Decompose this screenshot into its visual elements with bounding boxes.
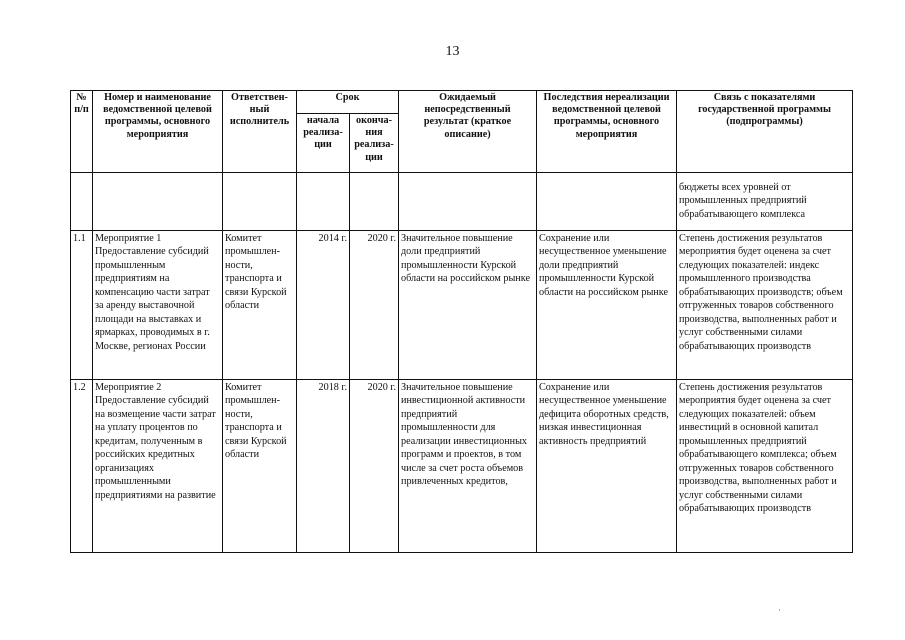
page-number: 13 [445, 44, 460, 59]
row-responsible: Комитет промышлен-ности, транспорта и связи Курской области [223, 380, 297, 553]
continuation-link: бюджеты всех уровней от промышленных предприятий обрабатывающего комплекса [677, 173, 853, 231]
header-end: оконча-ния реализа-ции [350, 114, 399, 173]
row-consequences: Сохранение или несущественное уменьшение доли предприятий промышленности Курской области на российском рынке [537, 231, 677, 380]
header-responsible: Ответствен-ный исполнитель [223, 91, 297, 173]
row-consequences: Сохранение или несущественное уменьшение дефицита оборотных средств, низкая инвестиционная активность предприятий [537, 380, 677, 553]
row-name: Мероприятие 2 Предоставление субсидий на возмещение части затрат на уплату процентов по кредитам, полученным в российских кредитных организациях промышленными предприятиями на развитие [93, 380, 223, 553]
header-consequences: Последствия нереализации ведомственной целевой программы, основного мероприятия [537, 91, 677, 173]
scan-speck: · [778, 605, 781, 615]
row-start: 2014 г. [297, 231, 350, 380]
row-link: Степень достижения результатов мероприятия будет оценена за счет следующих показателей: объем инвестиций в основной капитал промышленных предприятий обрабатывающего комплекса; объем отгруженных товаров собственного производства, выполненных работ и услуг собственными силами обрабатывающих производств [677, 380, 853, 553]
header-name: Номер и наименование ведомственной целевой программы, основного мероприятия [93, 91, 223, 173]
row-num: 1.2 [71, 380, 93, 553]
row-end: 2020 г. [350, 380, 399, 553]
table-row [71, 231, 853, 380]
table-row-continuation [71, 173, 853, 231]
row-responsible: Комитет промышлен-ности, транспорта и связи Курской области [223, 231, 297, 380]
program-activities-table [70, 90, 853, 553]
header-start: начала реализа-ции [297, 114, 350, 173]
row-expected: Значительное повышение инвестиционной активности предприятий промышленности для реализации инвестиционных программ и проектов, в том числе за счет роста объемов привлеченных кредитов, [399, 380, 537, 553]
table-row [71, 380, 853, 553]
row-link: Степень достижения результатов мероприятия будет оценена за счет следующих показателей: индекс промышленного производства обрабатывающих производств; объем отгруженных товаров собственного производства, выполненных работ и услуг собственными силами обрабатывающих производств [677, 231, 853, 380]
header-row [71, 91, 853, 114]
header-expected: Ожидаемый непосредственный результат (краткое описание) [399, 91, 537, 173]
header-term: Срок [297, 91, 399, 114]
row-name: Мероприятие 1 Предоставление субсидий промышленным предприятиям на компенсацию части затрат за аренду выставочной площади на выставках и ярмарках, проводимых в г. Москве, регионах России [93, 231, 223, 380]
row-num: 1.1 [71, 231, 93, 380]
row-expected: Значительное повышение доли предприятий промышленности Курской области на российском рынке [399, 231, 537, 380]
header-num: № п/п [71, 91, 93, 173]
row-end: 2020 г. [350, 231, 399, 380]
row-start: 2018 г. [297, 380, 350, 553]
header-link: Связь с показателями государственной программы (подпрограммы) [677, 91, 853, 173]
